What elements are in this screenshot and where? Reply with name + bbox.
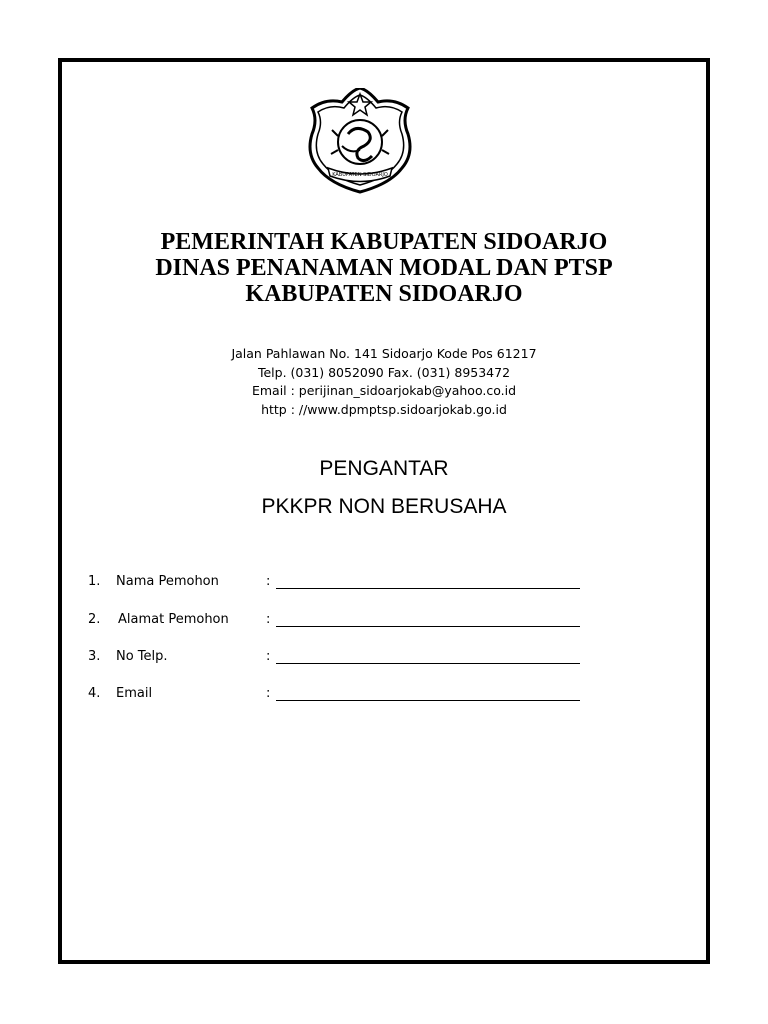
form-field-email (88, 686, 608, 708)
field-separator: : (266, 686, 271, 701)
document-subtitle: PKKPR NON BERUSAHA (261, 495, 507, 518)
document-title: PENGANTAR (319, 457, 449, 480)
contact-email: Email : perijinan_sidoarjokab@yahoo.co.id (251, 383, 517, 398)
field-label: Alamat Pemohon (118, 612, 229, 627)
form-field-nama-pemohon (88, 574, 608, 596)
regency-emblem-icon (298, 88, 422, 194)
field-number: 3. (88, 649, 101, 664)
fill-in-line[interactable] (276, 626, 580, 627)
header-line-3: KABUPATEN SIDOARJO (245, 281, 523, 307)
header-line-2: DINAS PENANAMAN MODAL DAN PTSP (155, 255, 613, 281)
field-label: No Telp. (116, 649, 168, 664)
field-separator: : (266, 649, 271, 664)
emblem-motto: KABUPATEN SIDOARJO (332, 172, 388, 178)
form-field-no-telp (88, 649, 608, 671)
field-number: 1. (88, 574, 101, 589)
field-label: Nama Pemohon (116, 574, 219, 589)
contact-address: Jalan Pahlawan No. 141 Sidoarjo Kode Pos 61217 (231, 346, 537, 361)
form-field-alamat-pemohon (88, 612, 608, 634)
contact-website: http : //www.dpmptsp.sidoarjokab.go.id (261, 402, 507, 417)
field-separator: : (266, 612, 271, 627)
contact-phone: Telp. (031) 8052090 Fax. (031) 8953472 (257, 365, 511, 380)
fill-in-line[interactable] (276, 663, 580, 664)
field-label: Email (116, 686, 153, 701)
field-number: 2. (88, 612, 101, 627)
fill-in-line[interactable] (276, 588, 580, 589)
field-separator: : (266, 574, 271, 589)
fill-in-line[interactable] (276, 700, 580, 701)
header-line-1: PEMERINTAH KABUPATEN SIDOARJO (160, 229, 608, 255)
field-number: 4. (88, 686, 101, 701)
